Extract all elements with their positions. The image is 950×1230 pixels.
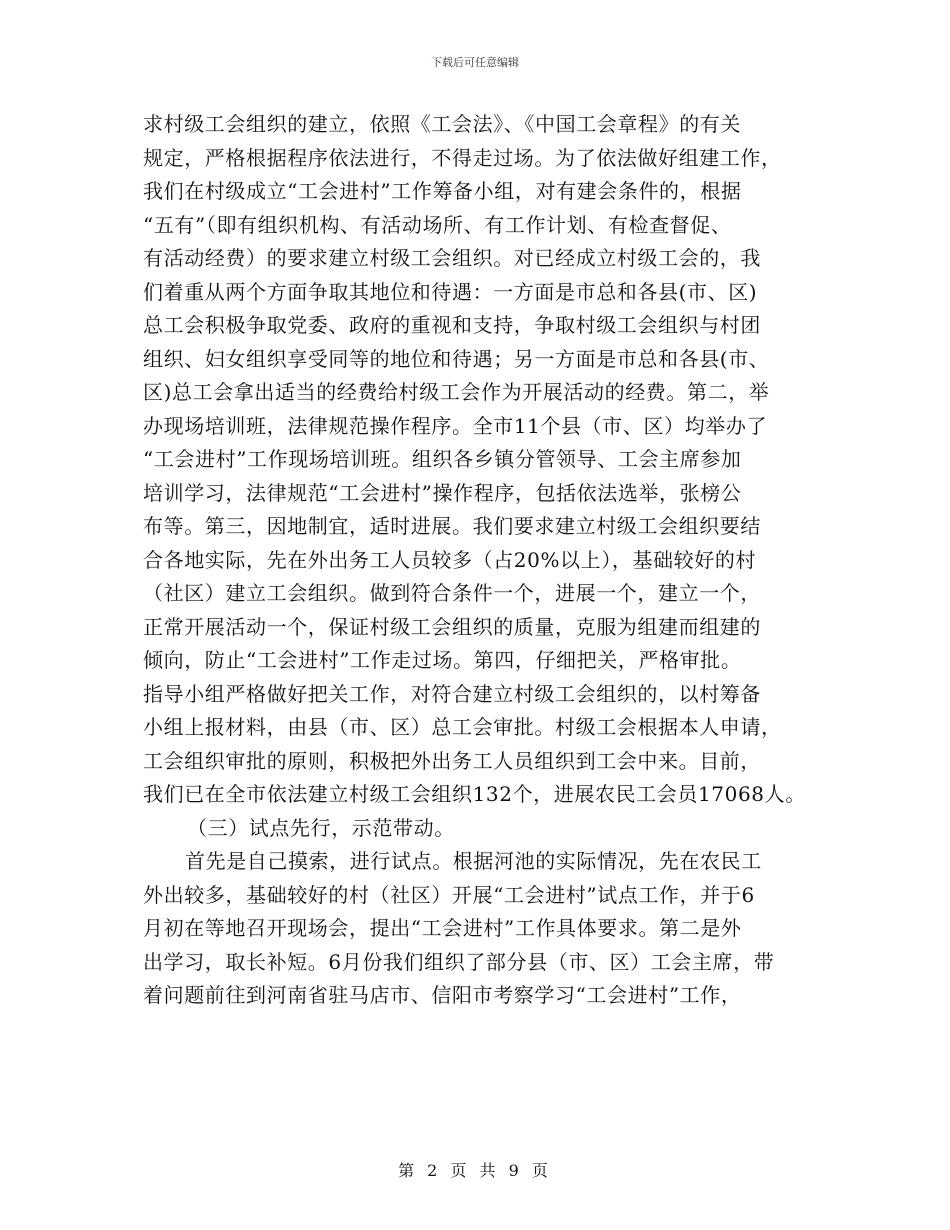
text-line: 着问题前往到河南省驻马店市、信阳市考察学习“工会进村”工作，: [143, 983, 742, 1007]
text-line: 有活动经费）的要求建立村级工会组织。对已经成立村级工会的，我: [143, 246, 761, 270]
text-line: 我们在村级成立“工会进村”工作筹备小组，对有建会条件的，根据: [143, 179, 742, 203]
text-line: 组织、妇女组织享受同等的地位和待遇；另一方面是市总和各县(市、: [143, 346, 770, 371]
body-text: [143, 108, 833, 1013]
text-line: 外出较多，基础较好的村（社区）开展“工会进村”试点工作，并于6: [143, 882, 755, 907]
text-line: 倾向，防止“工会进村”工作走过场。第四，仔细把关，严格审批。: [143, 648, 742, 672]
text-line: 规定，严格根据程序依法进行，不得走过场。为了依法做好组建工作，: [143, 145, 782, 170]
text-line: （社区）建立工会组织。做到符合条件一个，进展一个，建立一个，: [143, 581, 761, 605]
text-line: 正常开展活动一个，保证村级工会组织的质量，克服为组建而组建的: [143, 614, 761, 639]
text-line: “五有”（即有组织机构、有活动场所、有工作计划、有检查督促、: [143, 212, 732, 237]
text-line: “工会进村”工作现场培训班。组织各乡镇分管领导、工会主席参加: [143, 447, 742, 471]
text-line: 首先是自己摸索，进行试点。根据河池的实际情况，先在农民工: [185, 849, 762, 873]
page-number-footer: 第 2 页 共 9 页: [398, 1161, 552, 1180]
text-line: 总工会积极争取党委、政府的重视和支持，争取村级工会组织与村团: [143, 313, 761, 337]
text-line: 培训学习，法律规范“工会进村”操作程序，包括依法选举，张榜公: [143, 480, 742, 505]
text-line: 求村级工会组织的建立，依照《工会法》、《中国工会章程》的有关: [143, 112, 741, 136]
text-line: 合各地实际，先在外出务工人员较多（占20%以上），基础较好的村: [143, 547, 757, 572]
text-line: 月初在等地召开现场会，提出“工会进村”工作具体要求。第二是外: [143, 916, 742, 940]
page-header-note: 下载后可任意编辑: [431, 56, 519, 69]
text-line: 布等。第三，因地制宜，适时进展。我们要求建立村级工会组织要结: [143, 514, 761, 538]
text-line: 办现场培训班，法律规范操作程序。全市11个县（市、区）均举办了: [143, 413, 768, 438]
text-line: 指导小组严格做好把关工作，对符合建立村级工会组织的，以村筹备: [143, 681, 761, 706]
text-line: 工会组织审批的原则，积极把外出务工人员组织到工会中来。目前，: [143, 748, 761, 773]
text-line: 小组上报材料，由县（市、区）总工会审批。村级工会根据本人申请，: [143, 715, 782, 739]
section-heading: （三）试点先行，示范带动。: [187, 815, 455, 840]
text-line: 出学习，取长补短。6月份我们组织了部分县（市、区）工会主席，带: [143, 949, 775, 974]
text-line: 我们已在全市依法建立村级工会组织132个，进展农民工会员17068人。: [143, 782, 806, 806]
text-line: 们着重从两个方面争取其地位和待遇：一方面是市总和各县(市、区): [143, 279, 758, 304]
text-line: 区)总工会拿出适当的经费给村级工会作为开展活动的经费。第二，举: [143, 380, 770, 404]
